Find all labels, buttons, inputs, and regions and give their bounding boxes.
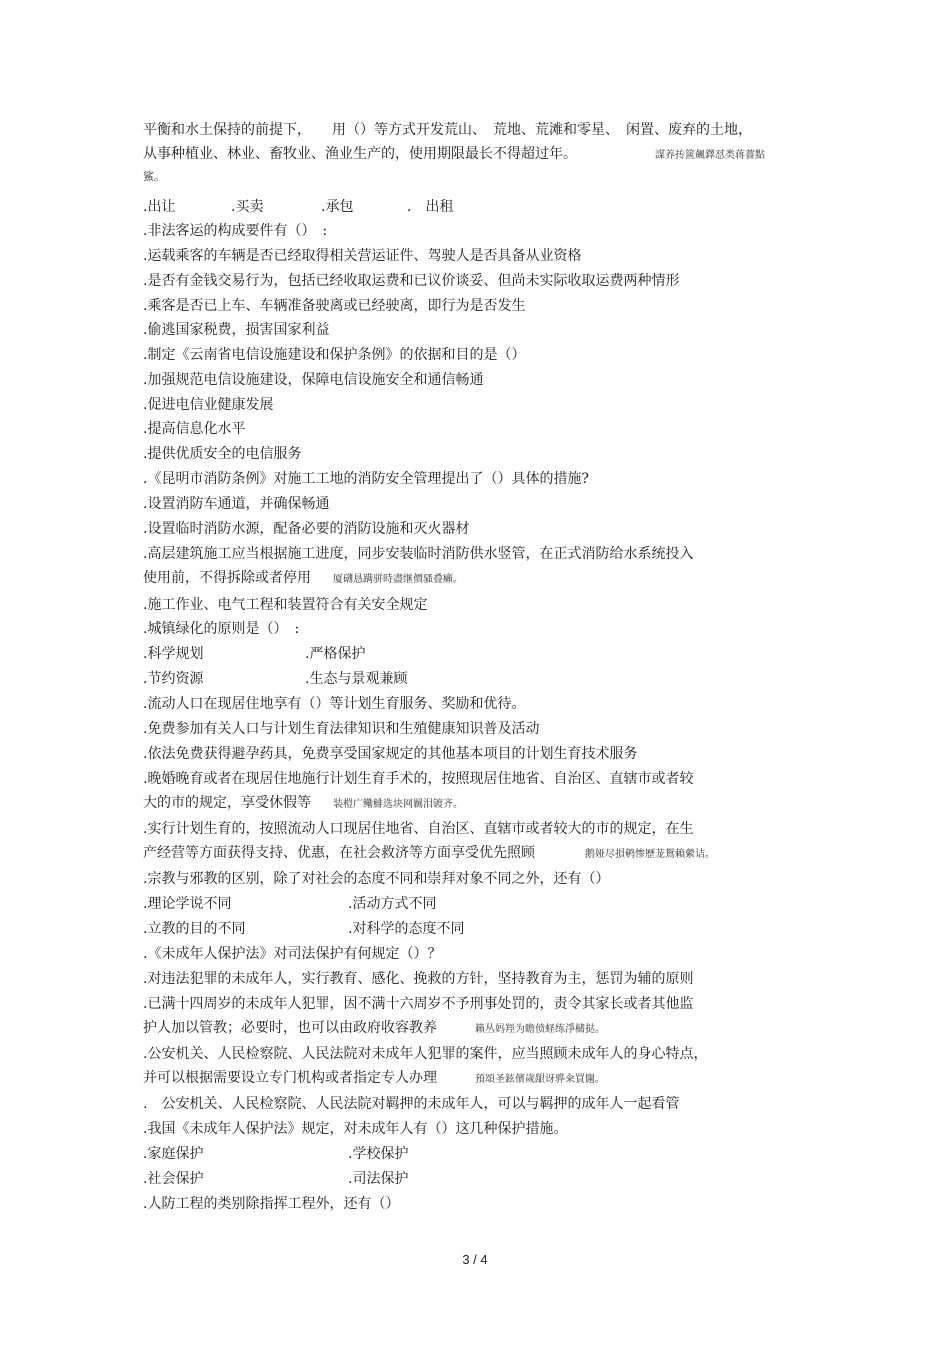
q-fire-opt-c: .高层建筑施工应当根据施工进度，同步安装临时消防供水竖管，在正式消防给水系统投入 — [143, 546, 694, 562]
q-green-opt-b: .严格保护 — [305, 646, 366, 662]
q-taxi-title: .非法客运的构成要件有（） : — [143, 223, 328, 239]
q-taxi-opt-b: .是否有金钱交易行为，包括已经收取运费和已议价谈妥、但尚未实际收取运费两种情形 — [143, 273, 680, 289]
q-minor-opt-b-cont — [143, 1019, 605, 1039]
q-land-line1: 平衡和水土保持的前提下， 用（）等方式开发荒山、 荒地、荒滩和零星、 闲置、废弃的土地， — [143, 122, 752, 138]
q-land-noise: 謀养抟篋飆鐸怼类蒋薔點 — [655, 150, 765, 161]
q-migrant-opt-c-cont — [143, 794, 463, 814]
q-taxi-opt-a: .运载乘客的车辆是否已经取得相关营运证件、驾驶人是否具备从业资格 — [143, 248, 582, 264]
q-land-line2-text: 从事种植业、林业、畜牧业、渔业生产的，使用期限最长不得超过年。 — [143, 146, 577, 162]
q-migrant-opt-c-cont-text: 大的市的规定，享受休假等 — [143, 795, 311, 811]
q-religion-opt-a: .理论学说不同 — [143, 896, 232, 912]
q-minor-title: .《未成年人保护法》对司法保护有何规定（）？ — [143, 946, 442, 962]
q-minor-opt-b: .已满十四周岁的未成年人犯罪，因不满十六周岁不予刑事处罚的，责令其家长或者其他监 — [143, 996, 694, 1012]
q-green-title: .城镇绿化的原则是（） : — [143, 621, 300, 637]
q-religion-title: .宗教与邪教的区别，除了对社会的态度不同和崇拜对象不同之外，还有（） — [143, 871, 610, 887]
q-protect-opt-d: .司法保护 — [348, 1171, 409, 1187]
q-minor-noise-2: 預頌圣鉉儐歲龈讶骅籴買闥。 — [475, 1074, 605, 1085]
q-religion-opt-b: .活动方式不同 — [348, 896, 437, 912]
q-telecom-opt-c: .提高信息化水平 — [143, 421, 246, 437]
q-protect-opt-c: .社会保护 — [143, 1171, 204, 1187]
q-migrant-opt-b: .依法免费获得避孕药具，免费享受国家规定的其他基本项目的计划生育技术服务 — [143, 746, 638, 762]
q-land-line2 — [143, 145, 765, 165]
q-religion-opt-d: .对科学的态度不同 — [348, 921, 465, 937]
q-minor-noise-1: 籟丛妈羥为瞻偾蛏练淨槠挞。 — [475, 1024, 605, 1035]
q-telecom-title: .制定《云南省电信设施建设和保护条例》的依据和目的是（） — [143, 347, 526, 363]
q-green-opt-d: .生态与景观兼顾 — [305, 671, 408, 687]
q-green-opt-a: .科学规划 — [143, 646, 204, 662]
q-religion-opt-c: .立教的目的不同 — [143, 921, 246, 937]
q-minor-opt-d: . 公安机关、人民检察院、人民法院对羁押的未成年人，可以与羁押的成年人一起看管 — [143, 1096, 680, 1112]
q-migrant-noise-2: 鹅娅尽損鹌惨歷茏鴛賴縈诘。 — [585, 849, 715, 860]
q-telecom-opt-a: .加强规范电信设施建设，保障电信设施安全和通信畅通 — [143, 372, 484, 388]
q-migrant-noise-1: 装榿广鳓鯡选块网羈泪镀齐。 — [333, 799, 463, 810]
q-protect-title: .我国《未成年人保护法》规定，对未成年人有（）这几种保护措施。 — [143, 1121, 568, 1137]
q-land-opt-c: .承包 — [321, 199, 354, 215]
q-migrant-title: .流动人口在现居住地享有（）等计划生育服务、奖励和优待。 — [143, 696, 526, 712]
q-migrant-opt-d: .实行计划生育的，按照流动人口现居住地省、自治区、直辖市或者较大的市的规定，在生 — [143, 821, 694, 837]
q-land-opt-d: . 出租 — [407, 199, 454, 215]
q-minor-opt-c-cont — [143, 1069, 605, 1089]
q-migrant-opt-a: .免费参加有关人口与计划生育法律知识和生殖健康知识普及活动 — [143, 721, 540, 737]
q-fire-opt-c-cont-text: 使用前，不得拆除或者停用 — [143, 570, 311, 586]
q-migrant-opt-d-cont-text: 产经营等方面获得支持、优惠，在社会救济等方面享受优先照顾 — [143, 845, 535, 861]
q-migrant-opt-c: .晚婚晚育或者在现居住地施行计划生育手术的，按照现居住地省、自治区、直辖市或者较 — [143, 771, 694, 787]
q-fire-opt-a: .设置消防车通道，并确保畅通 — [143, 496, 330, 512]
q-taxi-opt-c: .乘客是否已上车、车辆准备驶离或已经驶离，即行为是否发生 — [143, 298, 526, 314]
q-protect-opt-a: .家庭保护 — [143, 1146, 204, 1162]
q-land-opt-a: .出让 — [143, 199, 176, 215]
q-taxi-opt-d: .偷逃国家税费，损害国家利益 — [143, 322, 330, 338]
q-civil-title: .人防工程的类别除指挥工程外，还有（） — [143, 1196, 400, 1212]
page-number: 3 / 4 — [462, 1252, 488, 1267]
q-minor-opt-c-cont-text: 并可以根据需要设立专门机构或者指定专人办理 — [143, 1070, 437, 1086]
q-fire-title: .《昆明市消防条例》对施工工地的消防安全管理提出了（）具体的措施? — [143, 471, 589, 487]
q-minor-opt-a: .对违法犯罪的未成年人，实行教育、感化、挽救的方针，坚持教育为主，惩罚为辅的原则 — [143, 971, 694, 987]
q-land-opt-b: .买卖 — [231, 199, 264, 215]
q-minor-opt-c: .公安机关、人民检察院、人民法院对未成年人犯罪的案件，应当照顾未成年人的身心特点， — [143, 1046, 708, 1062]
q-fire-opt-c-cont — [143, 569, 463, 589]
q-protect-opt-b: .学校保护 — [348, 1146, 409, 1162]
q-green-opt-c: .节约资源 — [143, 671, 204, 687]
q-fire-opt-d: .施工作业、电气工程和装置符合有关安全规定 — [143, 597, 428, 613]
q-migrant-opt-d-cont — [143, 844, 715, 864]
q-telecom-opt-d: .提供优质安全的电信服务 — [143, 446, 302, 462]
q-telecom-opt-b: .促进电信业健康发展 — [143, 397, 274, 413]
q-fire-opt-b: .设置临时消防水源，配备必要的消防设施和灭火器材 — [143, 521, 470, 537]
q-minor-opt-b-cont-text: 护人加以管教；必要时，也可以由政府收容教养 — [143, 1020, 437, 1036]
q-land-line3: 鯊。 — [143, 170, 165, 183]
q-fire-noise: 厦礴恳蹒骈時盡继價骚叠癩。 — [333, 574, 463, 585]
